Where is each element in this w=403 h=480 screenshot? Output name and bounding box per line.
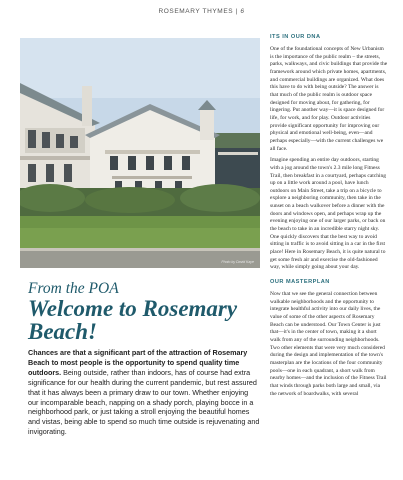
article-headline: Welcome to Rosemary Beach! xyxy=(28,296,238,344)
page-header xyxy=(0,8,403,15)
magazine-title: ROSEMARY THYMES xyxy=(158,8,234,15)
header-separator: | xyxy=(235,8,238,15)
dna-paragraph-1: One of the foundational concepts of New Urbanism is the importance of the public realm – the streets, parks, walkways, and civic buildings that provide the framework around which private homes, apartments, and commercial buildings are organized. What does this have to do with being outside? The answer is that much of the public realm is outdoor space designed for moving about, for gathering, for lingering. Put another way—it is space designed for life, for work, and for play. Outdoor activities provide significant opportunity for improving our physical and emotional well-being, even—and perhaps especially—with the current challenges we all face. xyxy=(270,46,388,152)
house-illustration xyxy=(20,38,260,268)
article-kicker: From the POA xyxy=(28,280,119,297)
masterplan-paragraph-1: Now that we see the general connection between walkable neighborhoods and the opportunity to integrate healthful activity into our daily lives, the value of some of the other aspects of Rosemary Beach can be understood. Our Town Center is just that—it's in the center of town, making it a short walk from any of the surrounding neighborhoods. Two other elements that were very much considered during the design and implementation of the town's masterplan are the locations of the four community pools—one in each quadrant, a short walk from nearby homes—and the inclusion of the Fitness Trail that winds through parks both large and small, via the network of boardwalks, with several xyxy=(270,291,387,397)
section-title-dna: ITS IN OUR DNA xyxy=(270,34,321,40)
intro-bold-lead: Chances are that a significant part of the attraction of Rosemary Beach to most people is the opportunity to spend quality time outdoors. xyxy=(28,348,248,377)
section-title-masterplan: OUR MASTERPLAN xyxy=(270,279,330,286)
sidebar-column xyxy=(270,34,388,402)
dna-paragraph-2: Imagine spending an entire day outdoors, starting with a jog around the town's 2.3 mile long Fitness Trail, then breakfast in a courtyard, perhaps catching up on a little work around a pool, have lunch outdoors on Main Street, take a trip on a bicycle to explore a neighboring community, then take in the sunset on a beach walkover before a dinner with the doors and windows open, and perhaps wrap up the evening enjoying one of our larger parks, or back on the beach to take in an incredible starry night sky. One quickly discovers that the best way to avoid sitting in traffic is to avoid sitting in a car in the first place! Here in Rosemary Beach, it is quite natural to get some fresh air and exercise the old-fashioned way, while simply going about your day. xyxy=(270,157,387,271)
page-number: 6 xyxy=(240,8,245,15)
photo-credit: Photo by David Kaye xyxy=(221,260,254,264)
article-photo xyxy=(20,38,260,268)
article-intro xyxy=(28,348,260,437)
intro-body: Being outside, rather than indoors, has of course had extra significance for our health during the current pandemic, but rest assured that it has always been a primary draw to our town. Whether enjoying our incomparable beach, napping on a shady porch, playing bocce in a neighborhood park, or just taking a stroll enjoying the beautiful homes and vistas, being able to spend so much time outside is rejuvenating and invigorating. xyxy=(28,367,260,437)
